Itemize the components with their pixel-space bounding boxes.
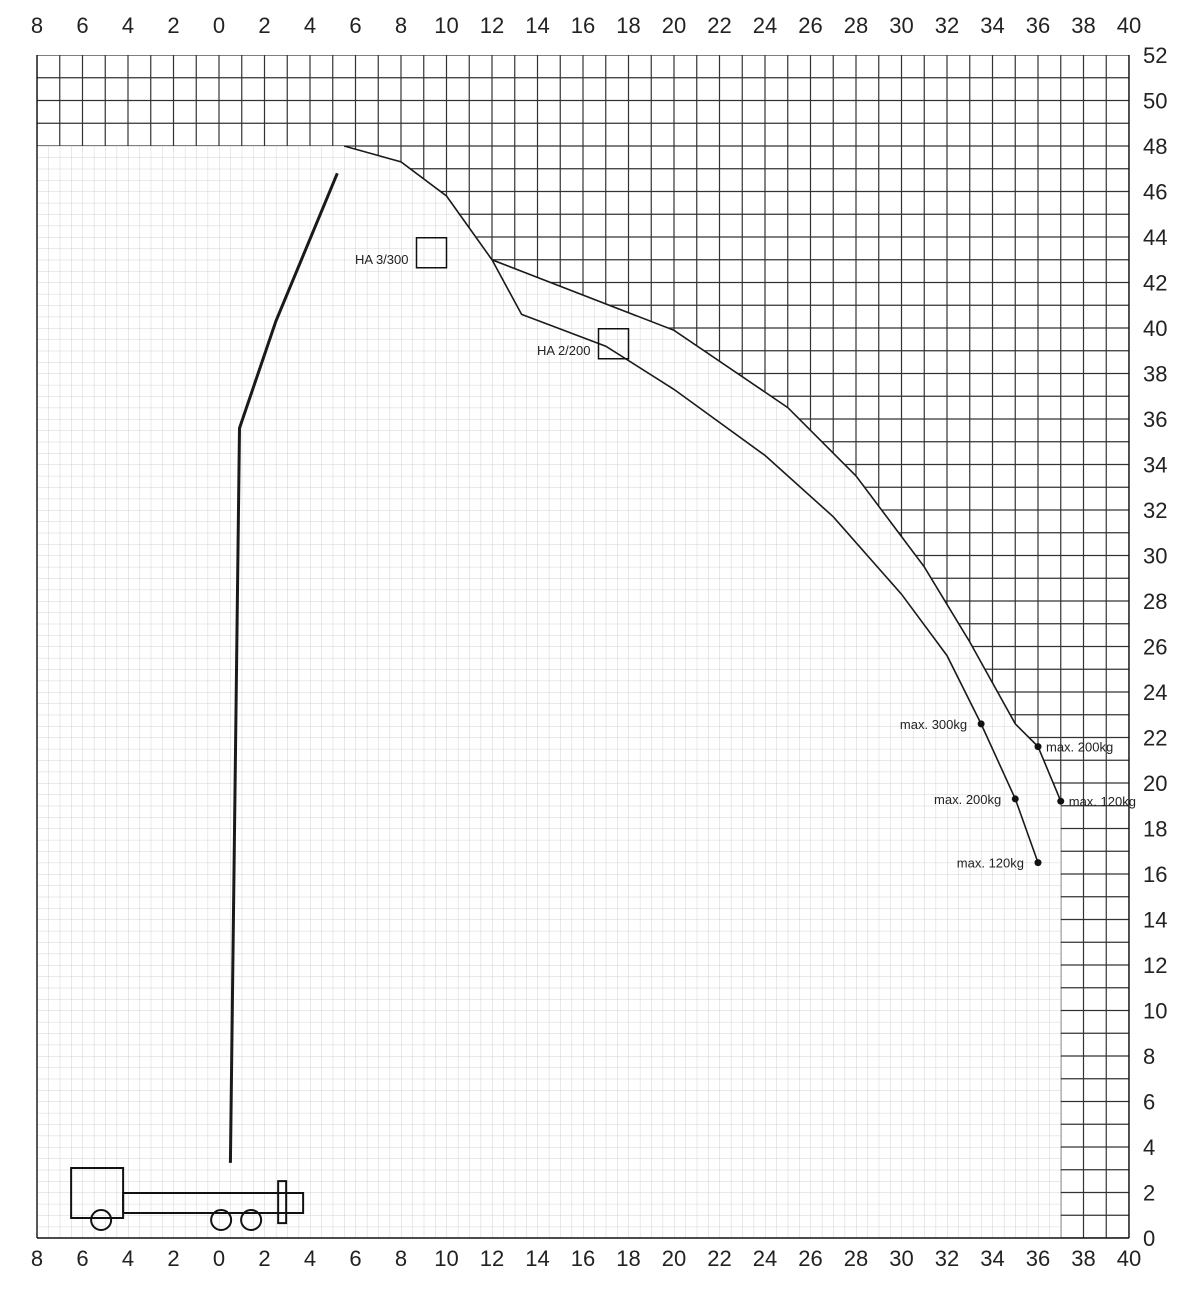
x-tick-label-bottom: 26 <box>798 1246 823 1271</box>
y-tick-label: 28 <box>1143 589 1168 614</box>
load-label: max. 120kg <box>1068 794 1136 810</box>
load-point <box>1012 795 1019 802</box>
y-tick-label: 10 <box>1143 998 1168 1024</box>
x-tick-label-top: 14 <box>525 13 550 38</box>
x-tick-label-top: 24 <box>752 13 778 38</box>
load-label: max. 200kg <box>1046 739 1114 755</box>
x-tick-label-bottom: 12 <box>479 1246 505 1271</box>
y-tick-label: 20 <box>1143 771 1168 796</box>
x-tick-label-top: 4 <box>303 13 317 38</box>
x-tick-label-top: 2 <box>258 13 271 38</box>
y-tick-label: 32 <box>1143 498 1168 523</box>
x-tick-label-bottom: 40 <box>1116 1246 1142 1271</box>
x-tick-label-bottom: 18 <box>616 1246 641 1271</box>
x-tick-label-top: 20 <box>661 13 687 38</box>
x-tick-label-top: 6 <box>349 13 362 38</box>
x-tick-label-bottom: 16 <box>570 1246 596 1271</box>
x-tick-label-bottom: 2 <box>258 1246 271 1271</box>
x-tick-label-bottom: 34 <box>980 1246 1005 1271</box>
y-tick-label: 4 <box>1143 1135 1156 1160</box>
y-tick-label: 12 <box>1143 953 1168 978</box>
x-tick-label-bottom: 22 <box>707 1246 732 1271</box>
y-tick-label: 44 <box>1143 225 1168 250</box>
y-tick-label: 6 <box>1143 1089 1156 1115</box>
x-tick-label-top: 28 <box>843 13 869 38</box>
x-tick-label-top: 2 <box>167 13 180 38</box>
platform-label: HA 2/200 <box>537 342 591 358</box>
x-tick-label-top: 8 <box>394 13 408 38</box>
y-tick-label: 16 <box>1143 862 1168 887</box>
load-label: max. 120kg <box>956 855 1024 871</box>
x-tick-label-bottom: 20 <box>661 1246 687 1271</box>
x-tick-label-bottom: 38 <box>1071 1246 1096 1271</box>
x-tick-label-bottom: 14 <box>525 1246 550 1271</box>
x-tick-label-bottom: 4 <box>121 1246 135 1271</box>
y-tick-label: 34 <box>1143 452 1168 478</box>
x-tick-label-top: 16 <box>570 13 596 38</box>
x-tick-label-bottom: 4 <box>303 1246 317 1271</box>
fine-grid-area <box>37 146 1061 1238</box>
fine-grid-region <box>37 146 1061 1238</box>
y-tick-label: 46 <box>1143 179 1168 205</box>
y-tick-label: 8 <box>1143 1044 1156 1069</box>
x-tick-label-bottom: 32 <box>934 1246 960 1271</box>
y-tick-label: 42 <box>1143 270 1168 296</box>
y-tick-label: 0 <box>1143 1226 1156 1251</box>
y-tick-label: 18 <box>1143 816 1168 842</box>
y-tick-label: 52 <box>1143 43 1168 68</box>
y-tick-label: 22 <box>1143 725 1168 751</box>
load-label: max. 300kg <box>899 716 968 732</box>
x-tick-label-top: 6 <box>76 13 89 38</box>
x-tick-label-top: 22 <box>707 13 732 38</box>
x-tick-label-bottom: 0 <box>212 1246 226 1271</box>
load-point <box>1035 859 1042 866</box>
y-tick-label: 24 <box>1143 680 1168 705</box>
x-tick-label-top: 40 <box>1116 13 1142 38</box>
x-tick-label-top: 34 <box>980 13 1005 38</box>
x-tick-label-bottom: 36 <box>1025 1246 1051 1271</box>
x-tick-label-bottom: 24 <box>752 1246 778 1271</box>
y-tick-label: 26 <box>1143 634 1168 660</box>
x-tick-label-bottom: 8 <box>394 1246 408 1271</box>
load-point <box>1035 743 1042 750</box>
x-tick-label-bottom: 6 <box>76 1246 89 1271</box>
y-tick-label: 40 <box>1143 316 1168 341</box>
x-tick-label-top: 4 <box>121 13 135 38</box>
x-tick-label-bottom: 6 <box>349 1246 362 1271</box>
x-tick-label-top: 8 <box>30 13 44 38</box>
y-tick-label: 2 <box>1143 1180 1156 1206</box>
y-tick-label: 48 <box>1143 134 1168 159</box>
y-tick-label: 30 <box>1143 543 1168 569</box>
load-point <box>1057 798 1064 805</box>
y-tick-label: 14 <box>1143 907 1168 933</box>
x-tick-label-bottom: 30 <box>889 1246 914 1271</box>
platform-label: HA 3/300 <box>355 251 409 267</box>
x-tick-label-top: 36 <box>1025 13 1051 38</box>
x-tick-label-top: 10 <box>434 13 459 38</box>
y-tick-label: 38 <box>1143 361 1168 387</box>
x-tick-label-top: 26 <box>798 13 823 38</box>
x-tick-label-top: 38 <box>1071 13 1096 38</box>
x-tick-label-top: 0 <box>212 13 226 38</box>
x-tick-label-top: 32 <box>934 13 960 38</box>
x-tick-label-bottom: 2 <box>167 1246 180 1271</box>
x-tick-label-bottom: 8 <box>30 1246 44 1271</box>
x-tick-label-top: 12 <box>479 13 505 38</box>
load-label: max. 200kg <box>934 791 1002 807</box>
y-tick-label: 36 <box>1143 407 1168 432</box>
load-point <box>978 720 985 727</box>
x-tick-label-top: 30 <box>889 13 914 38</box>
x-tick-label-top: 18 <box>616 13 641 38</box>
x-tick-label-bottom: 28 <box>843 1246 869 1271</box>
x-tick-label-bottom: 10 <box>434 1246 459 1271</box>
y-tick-label: 50 <box>1143 88 1168 114</box>
